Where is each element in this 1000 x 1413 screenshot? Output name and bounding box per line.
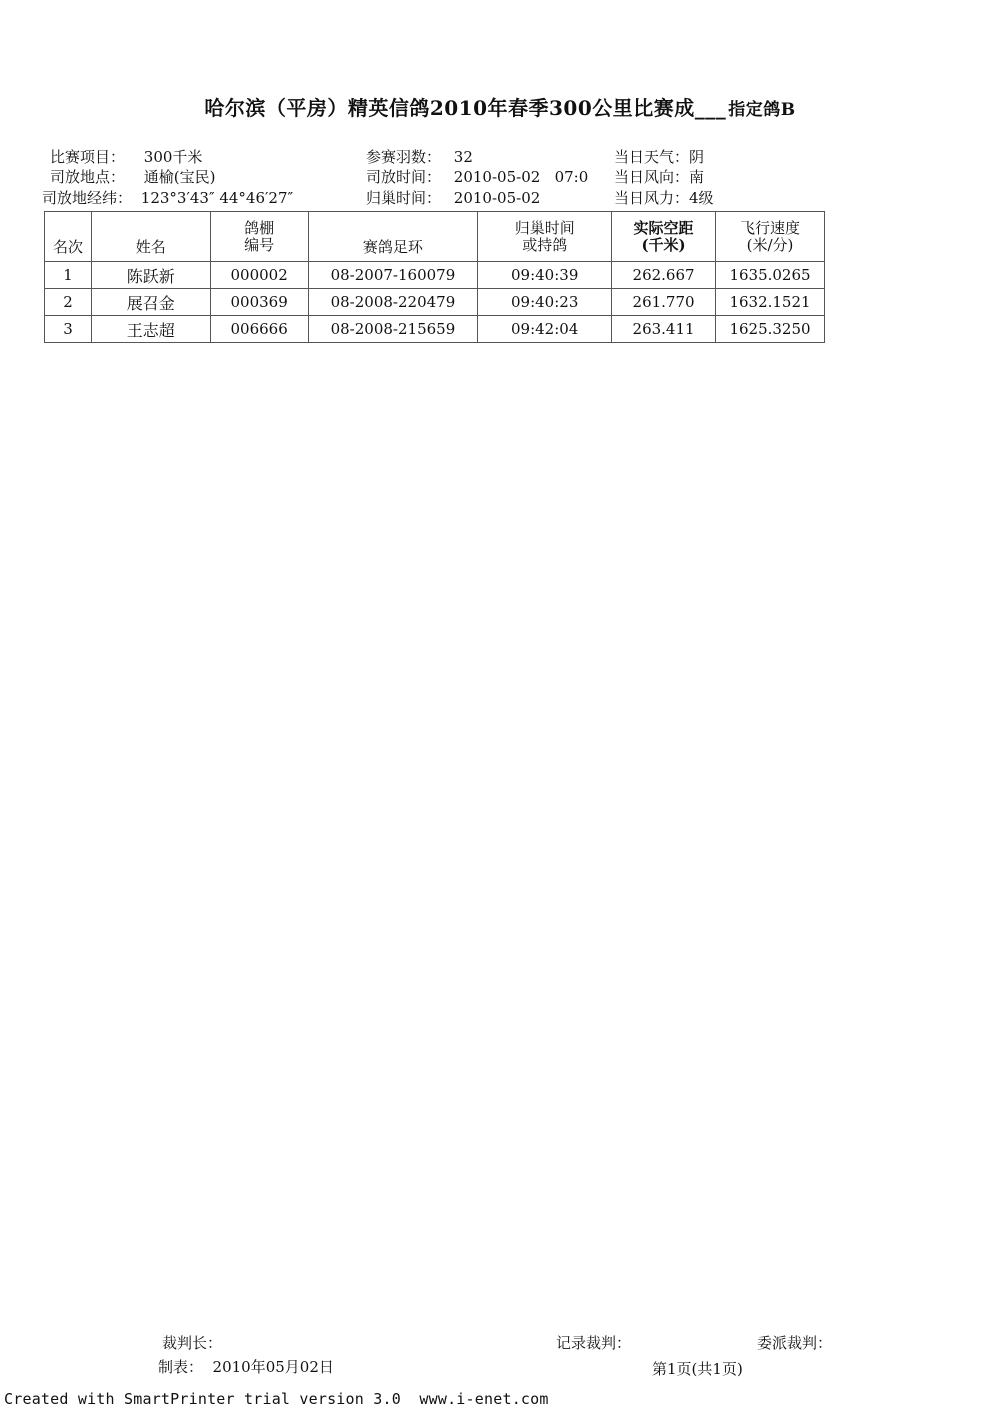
info-entries [366, 146, 473, 167]
header-distance-line2: (千米) [641, 235, 686, 254]
cell-speed: 1635.0265 [716, 262, 825, 289]
footer-chief-judge: 裁判长： [162, 1334, 223, 1352]
info-release-time [366, 166, 588, 187]
info-label: 归巢时间： [366, 189, 442, 207]
cell-name: 展召金 [91, 289, 210, 316]
footer-prepared-date: 制表： 2010年05月02日 [158, 1358, 334, 1376]
cell-distance: 263.411 [612, 316, 716, 343]
info-value: 4级 [689, 189, 714, 207]
info-label: 当日风向： [614, 168, 690, 186]
trial-watermark-text: Created with SmartPrinter trial version 3.0 www.i-enet.com [4, 1390, 549, 1408]
cell-ring: 08-2008-220479 [308, 289, 478, 316]
info-value: 2010-05-02 [453, 189, 541, 207]
header-loft-line2: 编号 [244, 235, 275, 254]
info-label: 司放地点： [50, 168, 126, 186]
cell-speed: 1625.3250 [716, 316, 825, 343]
header-rank: 名次 [45, 212, 92, 262]
cell-ring: 08-2007-160079 [308, 262, 478, 289]
title-blank: ___ [694, 96, 727, 120]
header-speed [716, 212, 825, 262]
info-race-item [50, 146, 202, 167]
cell-time: 09:40:39 [478, 262, 612, 289]
header-time [478, 212, 612, 262]
cell-name: 王志超 [91, 316, 210, 343]
info-return-time [366, 187, 540, 208]
info-weather [614, 146, 704, 167]
info-label: 参赛羽数： [366, 148, 442, 166]
info-wind-force [614, 187, 714, 208]
cell-ring: 08-2008-215659 [308, 316, 478, 343]
title-suffix: 指定鸽B [728, 100, 796, 120]
info-label: 司放地经纬： [42, 189, 133, 207]
cell-rank: 2 [45, 289, 92, 316]
cell-loft: 000369 [210, 289, 308, 316]
cell-loft: 000002 [210, 262, 308, 289]
footer-appointed-judge: 委派裁判： [757, 1334, 833, 1352]
header-time-line1: 归巢时间 [514, 218, 575, 237]
cell-name: 陈跃新 [91, 262, 210, 289]
cell-loft: 006666 [210, 316, 308, 343]
header-loft-line1: 鸽棚 [244, 218, 275, 237]
info-value: 123°3′43″ 44°46′27″ [140, 189, 294, 207]
cell-rank: 1 [45, 262, 92, 289]
table-row [45, 289, 825, 316]
info-value: 32 [453, 148, 473, 166]
table-header-row [45, 212, 825, 262]
info-value: 南 [689, 168, 705, 186]
header-speed-line2: (米/分) [746, 235, 794, 254]
cell-time: 09:42:04 [478, 316, 612, 343]
header-distance-line1: 实际空距 [633, 218, 694, 237]
info-value: 300千米 [143, 148, 203, 166]
footer-page-number: 第1页(共1页) [652, 1360, 743, 1378]
cell-time: 09:40:23 [478, 289, 612, 316]
info-release-coords [42, 187, 293, 208]
info-label: 比赛项目： [50, 148, 126, 166]
report-title [0, 92, 1000, 121]
info-release-place [50, 166, 216, 187]
header-speed-line1: 飞行速度 [739, 218, 800, 237]
info-value: 通榆(宝民) [143, 168, 216, 186]
header-ring: 赛鸽足环 [308, 212, 478, 262]
info-label: 当日天气： [614, 148, 690, 166]
info-wind-direction [614, 166, 704, 187]
info-value: 2010-05-02 07:0 [453, 168, 589, 186]
footer-record-judge: 记录裁判： [556, 1334, 632, 1352]
cell-rank: 3 [45, 316, 92, 343]
cell-distance: 261.770 [612, 289, 716, 316]
info-label: 司放时间： [366, 168, 442, 186]
cell-distance: 262.667 [612, 262, 716, 289]
table-row [45, 316, 825, 343]
info-label: 当日风力： [614, 189, 690, 207]
results-table [44, 211, 825, 343]
info-value: 阴 [689, 148, 705, 166]
header-name: 姓名 [91, 212, 210, 262]
table-row [45, 262, 825, 289]
header-loft [210, 212, 308, 262]
header-distance [612, 212, 716, 262]
title-text: 哈尔滨（平房）精英信鸽2010年春季300公里比赛成 [204, 96, 695, 120]
cell-speed: 1632.1521 [716, 289, 825, 316]
header-time-line2: 或持鸽 [522, 235, 568, 254]
